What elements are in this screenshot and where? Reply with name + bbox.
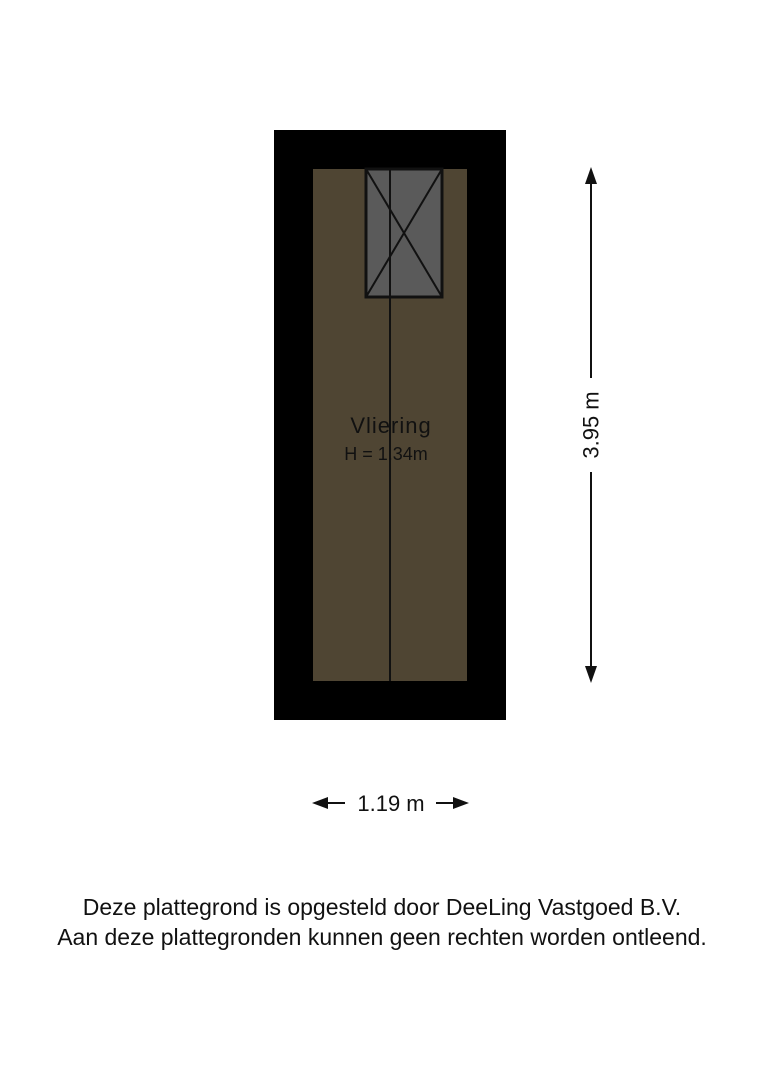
loft-hatch (366, 169, 442, 297)
width-dimension (312, 791, 469, 816)
length-dimension (579, 167, 604, 683)
room-height: H = 1.34m (344, 444, 428, 464)
disclaimer-line-1: Deze plattegrond is opgesteld door DeeLing Vastgoed B.V. (82, 894, 682, 920)
arrow-left-icon (312, 797, 328, 809)
arrow-up-icon (585, 167, 597, 184)
room-name: Vliering (350, 413, 432, 438)
arrow-down-icon (585, 666, 597, 683)
disclaimer (0, 892, 764, 952)
length-label: 3.95 m (578, 391, 604, 459)
arrow-right-icon (453, 797, 469, 809)
disclaimer-line-2: Aan deze plattegronden kunnen geen rechten worden ontleend. (57, 924, 707, 950)
width-label: 1.19 m (357, 791, 425, 816)
